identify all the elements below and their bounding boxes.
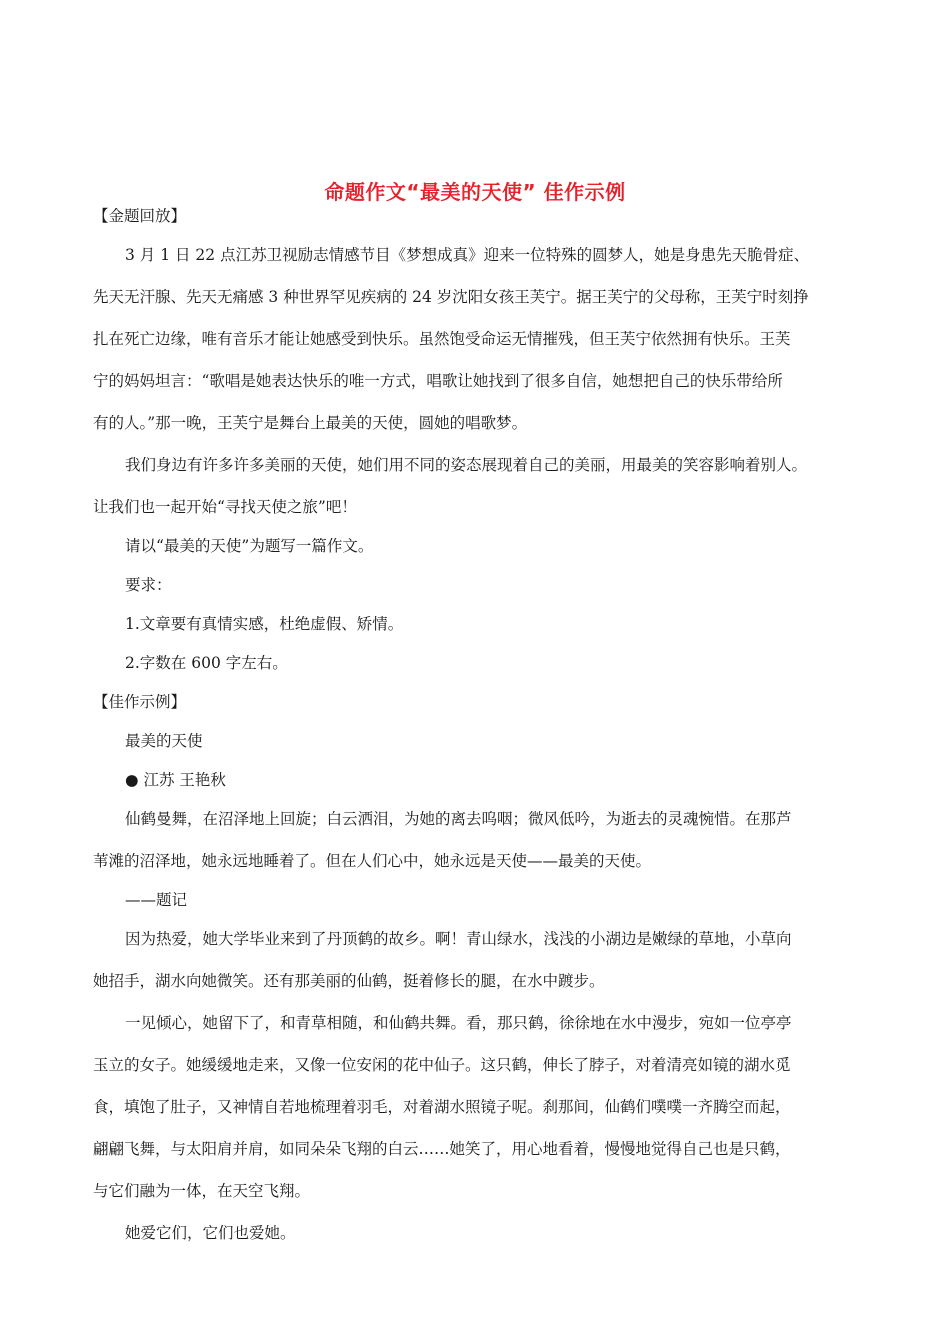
essay-para1-line: 因为热爱，她大学毕业来到了丹顶鹤的故乡。啊！青山绿水，浅浅的小湖边是嫩绿的草地，小草向 — [125, 930, 792, 948]
document-body — [93, 205, 863, 1244]
essay-para2-line: 食，填饱了肚子，又神情自若地梳理着羽毛，对着湖水照镜子呢。刹那间，仙鹤们噗噗一齐腾空而起， — [93, 1098, 791, 1116]
essay-para2-line: 翩翩飞舞，与太阳肩并肩，如同朵朵飞翔的白云……她笑了，用心地看着，慢慢地觉得自己也是只鹤， — [93, 1140, 791, 1158]
essay-para1-line: 她招手，湖水向她微笑。还有那美丽的仙鹤，挺着修长的腿，在水中踱步。 — [93, 972, 605, 990]
essay-title: 最美的天使 — [125, 732, 203, 750]
essay-para2-line: 一见倾心，她留下了，和青草相随，和仙鹤共舞。看，那只鹤，徐徐地在水中漫步，宛如一位亭亭 — [125, 1014, 792, 1032]
topic-para2-line: 我们身边有许多许多美丽的天使，她们用不同的姿态展现着自己的美丽，用最美的笑容影响着别人。 — [125, 456, 808, 474]
epigraph-note: ——题记 — [125, 891, 188, 909]
topic-para1-line: 宁的妈妈坦言：“歌唱是她表达快乐的唯一方式，唱歌让她找到了很多自信，她想把自己的快乐带给所 — [93, 372, 783, 390]
document-title: 命题作文“最美的天使” 佳作示例 — [324, 180, 626, 204]
epigraph-line: 苇滩的沼泽地，她永远地睡着了。但在人们心中，她永远是天使——最美的天使。 — [93, 852, 652, 870]
topic-para1-line: 3 月 1 日 22 点江苏卫视励志情感节目《梦想成真》迎来一位特殊的圆梦人，她是身患先天脆骨症、 — [125, 246, 810, 264]
requirements-label: 要求： — [125, 576, 172, 594]
epigraph-line: 仙鹤曼舞，在沼泽地上回旋；白云洒泪，为她的离去呜咽；微风低吟，为逝去的灵魂惋惜。在那芦 — [125, 810, 792, 828]
topic-para2-line: 让我们也一起开始“寻找天使之旅”吧！ — [93, 498, 357, 516]
essay-author: ● 江苏 王艳秋 — [125, 771, 226, 789]
topic-para1-line: 扎在死亡边缘，唯有音乐才能让她感受到快乐。虽然饱受命运无情摧残，但王芙宁依然拥有快乐。王芙 — [93, 330, 791, 348]
heading-example: 【佳作示例】 — [93, 693, 187, 711]
heading-topic-review: 【金题回放】 — [93, 207, 187, 225]
essay-para3: 她爱它们，它们也爱她。 — [125, 1224, 296, 1242]
essay-para2-line: 玉立的女子。她缓缓地走来，又像一位安闲的花中仙子。这只鹤，伸长了脖子，对着清亮如镜的湖水觅 — [93, 1056, 791, 1074]
topic-para1-line: 有的人。”那一晚，王芙宁是舞台上最美的天使，圆她的唱歌梦。 — [93, 414, 528, 432]
instruction-text: 请以“最美的天使”为题写一篇作文。 — [125, 537, 374, 555]
topic-para1-line: 先天无汗腺、先天无痛感 3 种世界罕见疾病的 24 岁沈阳女孩王芙宁。据王芙宁的父母称，王芙宁时刻挣 — [93, 288, 809, 306]
requirement-item: 2.字数在 600 字左右。 — [125, 654, 288, 672]
essay-para2-line: 与它们融为一体，在天空飞翔。 — [93, 1182, 311, 1200]
requirement-item: 1.文章要有真情实感，杜绝虚假、矫情。 — [125, 615, 404, 633]
